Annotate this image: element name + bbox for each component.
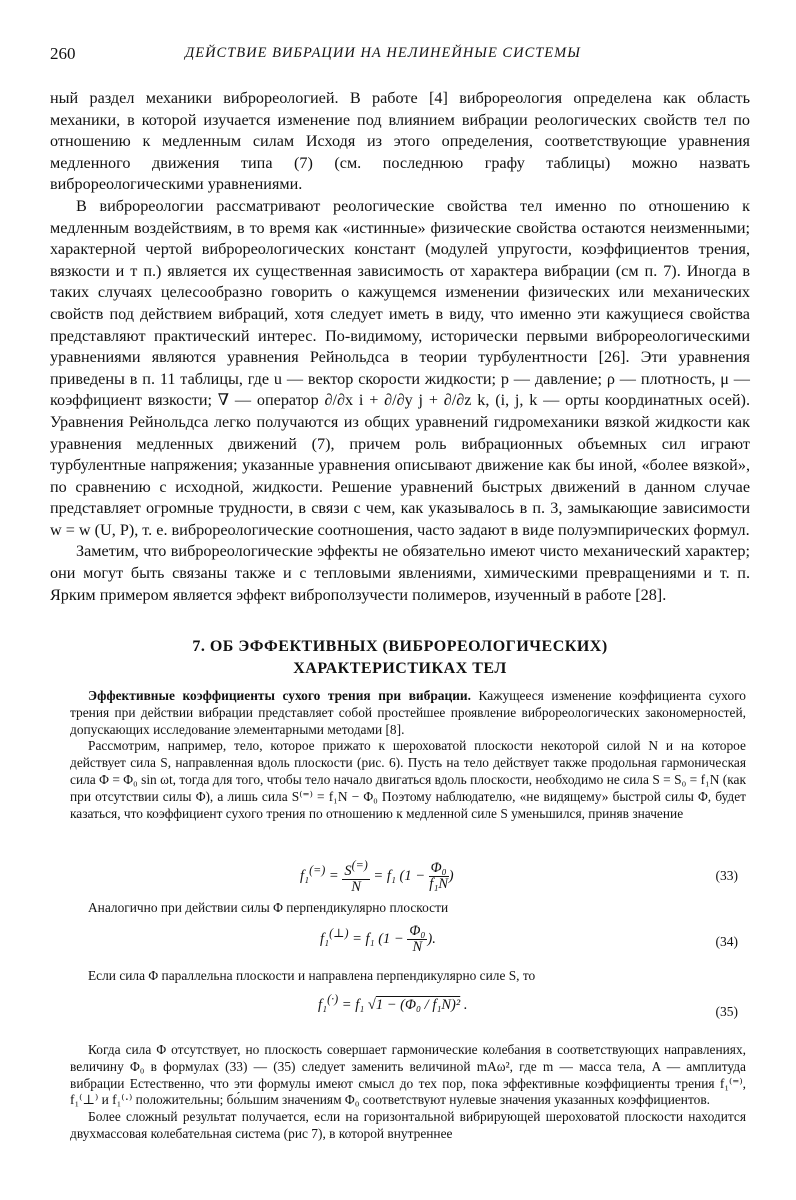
page-number: 260 xyxy=(50,44,76,63)
equation-34 xyxy=(320,924,436,960)
section-body-upper xyxy=(70,688,746,822)
section-heading-line-2: ХАРАКТЕРИСТИКАХ ТЕЛ xyxy=(293,660,507,677)
equation-35-formula: f₁(·) = f₁ √1 − (Φ₀ / f₁N)² . xyxy=(318,992,468,1013)
equation-34-number: (34) xyxy=(715,934,738,949)
section-body-eq34-intro xyxy=(70,900,746,917)
equation-35-number: (35) xyxy=(715,1004,738,1019)
section-paragraph-2: Рассмотрим, например, тело, которое прижато к шероховатой плоскости некоторой силой N и на которое действует сила S, направленная вдоль плоскости (рис. 6). Пусть на тело действует также продольная гармоническая сила Φ = Φ₀ sin ωt, тогда для того, чтобы тело начало двигаться вдоль плоскости, необходимо не сила S = S₀ = f₁N (как при отсутствии силы Φ), а лишь сила S⁽⁼⁾ = f₁N − Φ₀ Поэтому наблюдателю, «не видящему» быстрой силы Φ, будет казаться, что коэффициент сухого трения по отношению к медленной силе S уменьшился, приняв значение xyxy=(70,738,746,821)
fraction: $\frac{\text{Φ₀}}{N}$ xyxy=(409,923,426,955)
fraction: $\frac{S^{(=)}}{N}$ xyxy=(344,858,368,895)
paragraph-1-text: Кажущееся изменение коэффициента сухого трения при действии вибрации представляет собой простейшее проявление виброреологических закономерностей, допускающих исследование элементарными методами [8]. xyxy=(70,688,746,737)
paragraph-lead-in: Эффективные коэффициенты сухого трения при вибрации. xyxy=(88,688,471,703)
equation-33 xyxy=(300,858,454,894)
section-paragraph-1 xyxy=(70,688,746,738)
section-paragraph-6: Более сложный результат получается, если на горизонтальной вибрирующей шероховатой плоскости находится двухмассовая колебательная система (рис 7), в которой внутреннее xyxy=(70,1109,746,1141)
fraction: $\frac{\text{Φ₀}}{\text{f₁N}}$ xyxy=(429,859,449,892)
section-paragraph-5: Когда сила Φ отсутствует, но плоскость совершает гармонические колебания в соответствующих направлениях, величину Φ₀ в формулах (33) — (35) следует заменить величиной mAω², где m — масса тела, A — амплитуда вибрации Естественно, что эти формулы имеют смысл до тех пор, пока эффективные коэффициенты трения f₁⁽⁼⁾, f₁⁽⊥⁾ и f₁⁽·⁾ положительны; бо́льшим значениям Φ₀ соответствуют нулевые значения указанных коэффициентов. xyxy=(70,1042,746,1108)
page-header xyxy=(50,44,750,66)
equation-34-formula: f₁(⊥) = f₁ (1 − $\frac{\text{Φ₀}}{N}$ ). xyxy=(320,923,436,955)
section-body-lower xyxy=(70,1042,746,1143)
equation-35 xyxy=(318,992,467,1028)
section-body-eq35-intro xyxy=(70,968,746,985)
equation-33-number: (33) xyxy=(715,868,738,883)
intro-text xyxy=(50,88,750,606)
equation-33-formula: f₁(=) = $\frac{S^{(=)}}{N}$ = f₁ (1 − $\frac{\text{Φ₀}}{\text{f₁N}}$ ) xyxy=(300,858,454,895)
section-paragraph-3: Аналогично при действии силы Φ перпендикулярно плоскости xyxy=(88,900,449,915)
running-title: ДЕЙСТВИЕ ВИБРАЦИИ НА НЕЛИНЕЙНЫЕ СИСТЕМЫ xyxy=(185,45,581,61)
section-heading xyxy=(50,636,750,680)
intro-paragraph-2: В виброреологии рассматривают реологические свойства тел именно по отношению к медленным воздействиям, в то время как «истинные» физические свойства остаются неизменными; характерной чертой виброреологических констант (модулей упругости, коэффициентов трения, вязкости и т п.) является их существенная зависимость от характера вибрации (см п. 7). Иногда в таких случаях целесообразно говорить о кажущемся изменении физических или механических свойств под действием вибраций, хотя следует иметь в виду, что именно эти кажущиеся свойства представляют практический интерес. По-видимому, исторически первыми виброреологическими уравнениями являются уравнения Рейнольдса в теории турбулентности [26]. Эти уравнения приведены в п. 11 таблицы, где u — вектор скорости жидкости; p — давление; ρ — плотность, μ — коэффициент вязкости; ∇ — оператор ∂/∂x i + ∂/∂y j + ∂/∂z k, (i, j, k — орты координатных осей). Уравнения Рейнольдса легко получаются из общих уравнений гидромеханики вязкой жидкости как уравнения медленных движений (7), причем роль вибрационных объемных сил играют турбулентные напряжения; указанные уравнения описывают движение как бы иной, «более вязкой», по сравнению с исходной, жидкости. Решение уравнений быстрых движений в данном случае представляет огромные трудности, в связи с чем, как указывалось в п. 3, замыкающие зависимости w = w (U, P), т. е. виброреологические соотношения, часто задают в виде полуэмпирических формул. xyxy=(50,196,750,539)
section-paragraph-4: Если сила Φ параллельна плоскости и направлена перпендикулярно силе S, то xyxy=(88,968,536,983)
intro-paragraph-3: Заметим, что виброреологические эффекты не обязательно имеют чисто механический характер; они могут быть связаны также и с тепловыми явлениями, химическими превращениями и т. п. Ярким примером является эффект виброползучести полимеров, изученный в работе [28]. xyxy=(50,542,750,604)
section-heading-line-1: 7. ОБ ЭФФЕКТИВНЫХ (ВИБРОРЕОЛОГИЧЕСКИХ) xyxy=(192,638,608,655)
intro-paragraph-1: ный раздел механики виброреологией. В работе [4] виброреология определена как область механики, в которой изучается изменение под влиянием вибрации реологических свойств тел по отношению к медленным силам Исходя из этого определения, соответствующие уравнения медленного движения типа (7) (см. последнюю графу таблицы) можно назвать виброреологическими уравнениями. xyxy=(50,89,750,194)
